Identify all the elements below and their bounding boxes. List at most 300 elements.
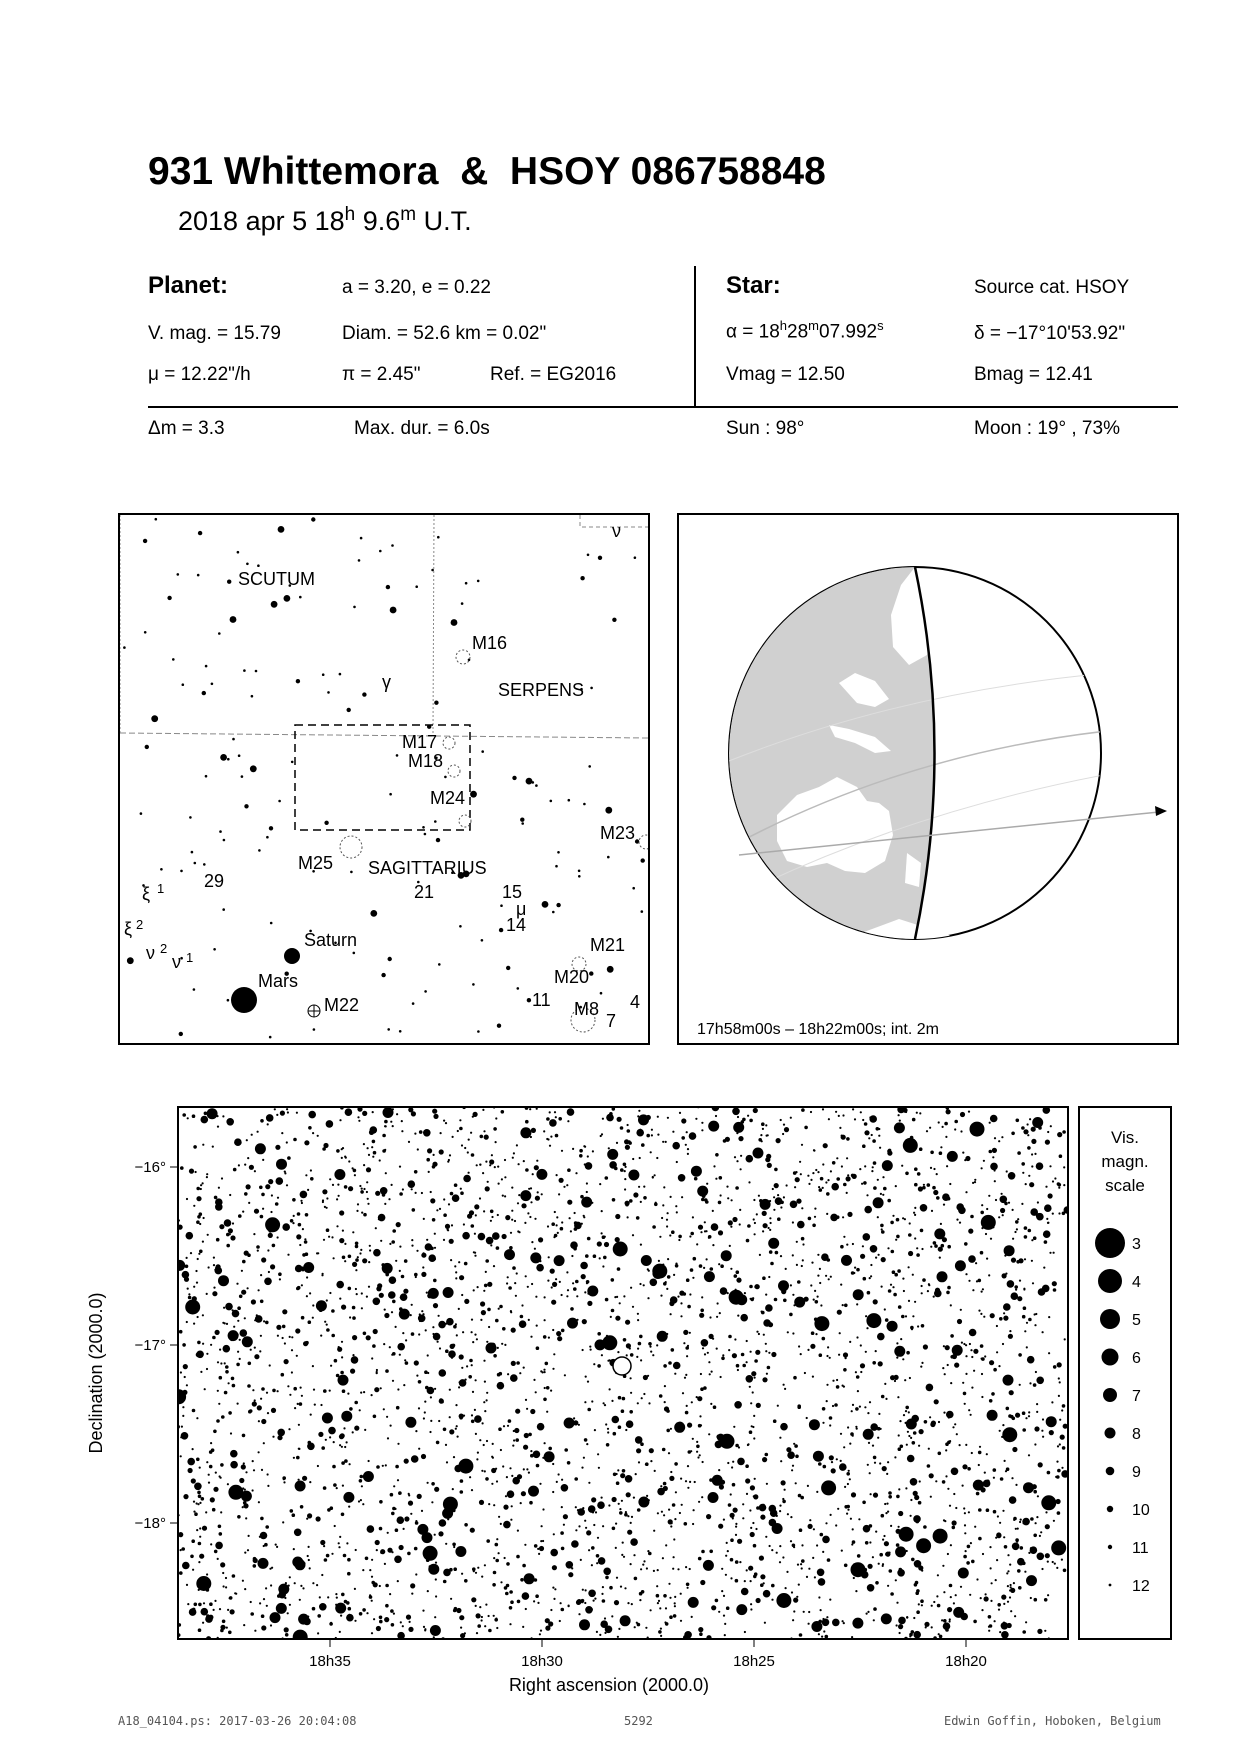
field-star (188, 1468, 193, 1473)
field-star (198, 1628, 202, 1632)
field-star (1012, 1439, 1014, 1441)
field-star (785, 1587, 787, 1589)
field-star (559, 1178, 564, 1183)
field-star (186, 1584, 188, 1586)
field-star (542, 1457, 544, 1459)
field-star (963, 1507, 965, 1509)
field-star (531, 1283, 533, 1285)
field-star (486, 1341, 488, 1343)
field-star (493, 1504, 495, 1506)
field-star (998, 1609, 1000, 1611)
field-star (676, 1211, 678, 1213)
field-star (593, 1600, 595, 1602)
field-star (529, 1501, 533, 1505)
field-star (376, 1549, 378, 1551)
finder-label: M16 (472, 633, 508, 653)
field-star (414, 1547, 418, 1551)
field-star (384, 1203, 386, 1205)
field-star (790, 1540, 792, 1542)
field-star (360, 1475, 364, 1479)
field-star (1028, 1229, 1032, 1233)
field-star (1021, 1126, 1025, 1130)
field-star (959, 1222, 961, 1224)
field-star (206, 1588, 210, 1592)
field-star (508, 1286, 512, 1290)
field-star (996, 1559, 998, 1561)
field-star (686, 1405, 688, 1407)
field-star (336, 1281, 344, 1289)
field-star (786, 1571, 788, 1573)
field-star (371, 1357, 373, 1359)
field-star (685, 1566, 687, 1568)
field-star (949, 1505, 951, 1507)
field-star (271, 1221, 275, 1225)
field-star (277, 1335, 279, 1337)
field-star (196, 1282, 198, 1284)
finder-star (143, 539, 147, 543)
field-star (810, 1284, 812, 1286)
field-star (193, 1323, 195, 1325)
field-star (202, 1343, 204, 1345)
field-star (225, 1577, 227, 1579)
field-star (446, 1461, 448, 1463)
field-star (790, 1284, 792, 1286)
field-star (865, 1315, 867, 1317)
field-star (281, 1373, 285, 1377)
field-star (535, 1391, 537, 1393)
field-star (218, 1525, 222, 1529)
field-star (368, 1261, 370, 1263)
field-star (504, 1159, 506, 1161)
field-star (261, 1257, 266, 1262)
field-star (536, 1264, 544, 1272)
field-star (767, 1366, 771, 1370)
field-star (691, 1401, 693, 1403)
field-star (594, 1429, 596, 1431)
field-star (854, 1267, 856, 1269)
field-star (932, 1186, 936, 1190)
field-star (906, 1444, 908, 1446)
field-star (231, 1377, 235, 1381)
field-star (473, 1289, 475, 1291)
field-star (751, 1371, 756, 1376)
field-star (662, 1204, 664, 1206)
finder-star (191, 851, 194, 854)
field-star (905, 1406, 909, 1410)
field-star (278, 1584, 289, 1595)
field-star (660, 1628, 662, 1630)
field-star (829, 1599, 831, 1601)
field-star (896, 1624, 898, 1626)
field-star (534, 1544, 538, 1548)
finder-star (324, 821, 328, 825)
field-star (499, 1305, 503, 1309)
field-star (472, 1391, 474, 1393)
field-star (838, 1115, 840, 1117)
field-star (1009, 1589, 1011, 1591)
field-star (310, 1169, 312, 1171)
finder-star (431, 569, 434, 572)
field-star (477, 1624, 481, 1628)
field-star (544, 1442, 546, 1444)
field-star (835, 1524, 837, 1526)
field-star (199, 1536, 201, 1538)
field-star (665, 1544, 667, 1546)
field-star (730, 1577, 732, 1579)
field-star (934, 1244, 938, 1248)
field-star (399, 1166, 401, 1168)
field-star (643, 1196, 647, 1200)
field-star (586, 1530, 591, 1535)
field-star (735, 1526, 737, 1528)
field-star (860, 1344, 862, 1346)
field-star (302, 1228, 304, 1230)
field-star (312, 1317, 314, 1319)
field-star (1027, 1123, 1029, 1125)
field-star (861, 1183, 863, 1185)
field-star (1023, 1288, 1025, 1290)
field-star (385, 1172, 387, 1174)
field-star (497, 1214, 499, 1216)
field-star (752, 1522, 754, 1524)
field-star (434, 1628, 438, 1632)
field-star (990, 1600, 992, 1602)
field-star (434, 1487, 439, 1492)
field-star (287, 1111, 289, 1113)
field-star (978, 1508, 982, 1512)
field-star (971, 1356, 973, 1358)
field-star (517, 1600, 521, 1604)
field-star (862, 1245, 864, 1247)
field-star (182, 1343, 186, 1347)
field-star (981, 1373, 983, 1375)
field-star (445, 1444, 447, 1446)
field-star (438, 1315, 440, 1317)
field-star (625, 1201, 630, 1206)
field-star (348, 1607, 352, 1611)
field-star (395, 1260, 397, 1262)
field-star (902, 1278, 904, 1280)
field-star (523, 1445, 528, 1450)
field-star (527, 1286, 529, 1288)
field-star (384, 1309, 386, 1311)
finder-star (258, 849, 261, 852)
field-star (727, 1550, 729, 1552)
finder-star (481, 939, 484, 942)
field-star (817, 1275, 819, 1277)
field-star (564, 1374, 566, 1376)
field-star (248, 1410, 252, 1414)
field-star (890, 1221, 894, 1225)
field-star (720, 1194, 722, 1196)
field-star (579, 1619, 590, 1630)
field-star (1022, 1518, 1030, 1526)
field-star (888, 1495, 892, 1499)
field-star (666, 1219, 668, 1221)
finder-star (211, 683, 214, 686)
field-star (497, 1166, 499, 1168)
field-star (543, 1398, 547, 1402)
field-star (561, 1547, 565, 1551)
field-star (760, 1574, 765, 1579)
field-star (835, 1111, 837, 1113)
field-star (871, 1134, 873, 1136)
field-star (902, 1358, 904, 1360)
field-star (996, 1351, 998, 1353)
field-star (476, 1458, 478, 1460)
field-star (812, 1172, 814, 1174)
field-star (255, 1315, 263, 1323)
field-star (875, 1257, 877, 1259)
field-star (252, 1489, 254, 1491)
field-star (435, 1562, 437, 1564)
field-star (514, 1282, 516, 1284)
field-star (198, 1589, 200, 1591)
field-star (852, 1528, 854, 1530)
field-star (1007, 1280, 1015, 1288)
field-star (179, 1571, 183, 1575)
field-star (536, 1169, 547, 1180)
field-star (887, 1247, 889, 1249)
field-star (341, 1305, 346, 1310)
field-star (185, 1300, 200, 1315)
field-star (851, 1410, 853, 1412)
field-star (215, 1542, 223, 1550)
field-star (808, 1524, 813, 1529)
field-star (1019, 1384, 1021, 1386)
field-star (432, 1218, 436, 1222)
field-star (483, 1210, 485, 1212)
field-star (553, 1598, 555, 1600)
field-star (178, 1623, 182, 1627)
field-star (434, 1233, 436, 1235)
field-star (742, 1517, 744, 1519)
field-star (402, 1188, 404, 1190)
field-star (312, 1582, 314, 1584)
field-star (426, 1292, 428, 1294)
field-star (450, 1192, 454, 1196)
field-star (187, 1458, 195, 1466)
field-star (702, 1461, 704, 1463)
field-star (328, 1236, 330, 1238)
field-star (567, 1168, 571, 1172)
field-star (390, 1425, 392, 1427)
field-star (409, 1621, 411, 1623)
field-star (704, 1230, 706, 1232)
field-star (418, 1380, 422, 1384)
field-star (410, 1513, 412, 1515)
field-star (530, 1409, 535, 1414)
field-star (898, 1511, 903, 1516)
field-star (229, 1597, 231, 1599)
field-star (239, 1478, 244, 1483)
field-star (342, 1389, 346, 1393)
field-star (486, 1237, 494, 1245)
field-star (675, 1264, 679, 1268)
field-star (843, 1468, 845, 1470)
field-star (964, 1512, 966, 1514)
field-star (625, 1429, 627, 1431)
field-star (637, 1623, 641, 1627)
field-star (606, 1443, 610, 1447)
star-source: Source cat. HSOY (974, 277, 1130, 298)
field-star (460, 1191, 464, 1195)
field-star (585, 1589, 587, 1591)
field-star (585, 1376, 587, 1378)
finder-label: 1 (186, 950, 194, 965)
field-star (890, 1375, 895, 1380)
field-star (554, 1588, 556, 1590)
field-star (324, 1206, 326, 1208)
field-star (213, 1264, 215, 1266)
field-star (395, 1528, 399, 1532)
field-star (735, 1186, 739, 1190)
field-star (886, 1473, 888, 1475)
field-star (911, 1415, 919, 1423)
field-star (814, 1576, 816, 1578)
finder-star (347, 708, 351, 712)
field-star (338, 1542, 340, 1544)
finder-star (127, 957, 134, 964)
field-star (795, 1171, 797, 1173)
field-star (618, 1396, 622, 1400)
field-star (492, 1232, 500, 1240)
field-star (960, 1112, 965, 1117)
field-star (667, 1212, 669, 1214)
field-star (802, 1243, 804, 1245)
field-star (1015, 1484, 1017, 1486)
field-star (232, 1222, 234, 1224)
field-star (229, 1233, 231, 1235)
field-star (812, 1224, 816, 1228)
field-star (550, 1390, 552, 1392)
field-star (292, 1198, 296, 1202)
field-star (612, 1198, 616, 1202)
field-star (723, 1139, 727, 1143)
field-star (908, 1435, 910, 1437)
field-star (288, 1428, 290, 1430)
finder-star (145, 745, 149, 749)
field-star (404, 1259, 408, 1263)
field-star (331, 1309, 335, 1313)
field-star (210, 1497, 215, 1502)
field-star (894, 1380, 896, 1382)
field-star (484, 1625, 486, 1627)
field-star (895, 1546, 906, 1557)
field-star (750, 1580, 752, 1582)
field-star (461, 1367, 463, 1369)
field-star (758, 1195, 760, 1197)
field-star (306, 1141, 308, 1143)
field-star (843, 1446, 845, 1448)
field-star (981, 1167, 983, 1169)
field-star (800, 1173, 802, 1175)
scale-mag-label: 3 (1132, 1236, 1141, 1253)
field-star (573, 1417, 575, 1419)
field-star (1002, 1427, 1017, 1442)
field-star (804, 1297, 809, 1302)
field-star (316, 1516, 321, 1521)
field-star (750, 1532, 755, 1537)
field-star (743, 1318, 745, 1320)
field-star (719, 1176, 723, 1180)
finder-label: Saturn (304, 930, 358, 950)
field-star (359, 1612, 363, 1616)
field-star (563, 1514, 568, 1519)
field-star (846, 1513, 848, 1515)
field-star (523, 1468, 525, 1470)
field-star (503, 1521, 511, 1529)
field-star (851, 1562, 866, 1577)
field-star (284, 1342, 286, 1344)
field-star (943, 1519, 945, 1521)
field-star (672, 1142, 680, 1150)
finder-star (205, 775, 208, 778)
field-star (236, 1283, 238, 1285)
field-star (956, 1203, 964, 1211)
field-star (1017, 1558, 1025, 1566)
field-star (339, 1536, 341, 1538)
field-star (568, 1573, 570, 1575)
field-star (638, 1461, 640, 1463)
field-star (194, 1483, 202, 1491)
field-star (978, 1451, 982, 1455)
field-star (674, 1462, 678, 1466)
field-star (602, 1235, 606, 1239)
finder-label: 7 (606, 1011, 617, 1031)
field-star (385, 1369, 389, 1373)
field-star (933, 1190, 938, 1195)
field-star (629, 1199, 633, 1203)
field-star (388, 1291, 396, 1299)
field-star (688, 1450, 692, 1454)
field-star (428, 1254, 436, 1262)
planet-orbit: a = 3.20, e = 0.22 (342, 277, 491, 298)
field-star (836, 1385, 840, 1389)
field-star (539, 1260, 541, 1262)
field-star (1026, 1346, 1028, 1348)
field-star (1024, 1571, 1026, 1573)
field-star (180, 1166, 184, 1170)
field-star (768, 1227, 770, 1229)
field-star (680, 1620, 682, 1622)
field-star (201, 1497, 205, 1501)
field-star (731, 1199, 733, 1201)
field-star (869, 1401, 871, 1403)
field-star (546, 1138, 548, 1140)
field-star (1049, 1252, 1051, 1254)
field-star (192, 1114, 196, 1118)
field-star (1033, 1236, 1037, 1240)
field-star (597, 1364, 601, 1368)
field-star (839, 1463, 847, 1471)
field-star (320, 1335, 322, 1337)
field-star (584, 1520, 586, 1522)
page-title: 931 Whittemora & HSOY 086758848 (148, 150, 826, 193)
field-star (557, 1336, 562, 1341)
field-star (988, 1615, 992, 1619)
field-star (555, 1116, 557, 1118)
field-star (301, 1316, 305, 1320)
field-star (326, 1554, 330, 1558)
field-star (348, 1186, 353, 1191)
field-star (203, 1217, 205, 1219)
field-star (912, 1441, 916, 1445)
field-star (981, 1609, 983, 1611)
field-star (869, 1472, 871, 1474)
field-star (708, 1433, 710, 1435)
field-star (456, 1425, 458, 1427)
